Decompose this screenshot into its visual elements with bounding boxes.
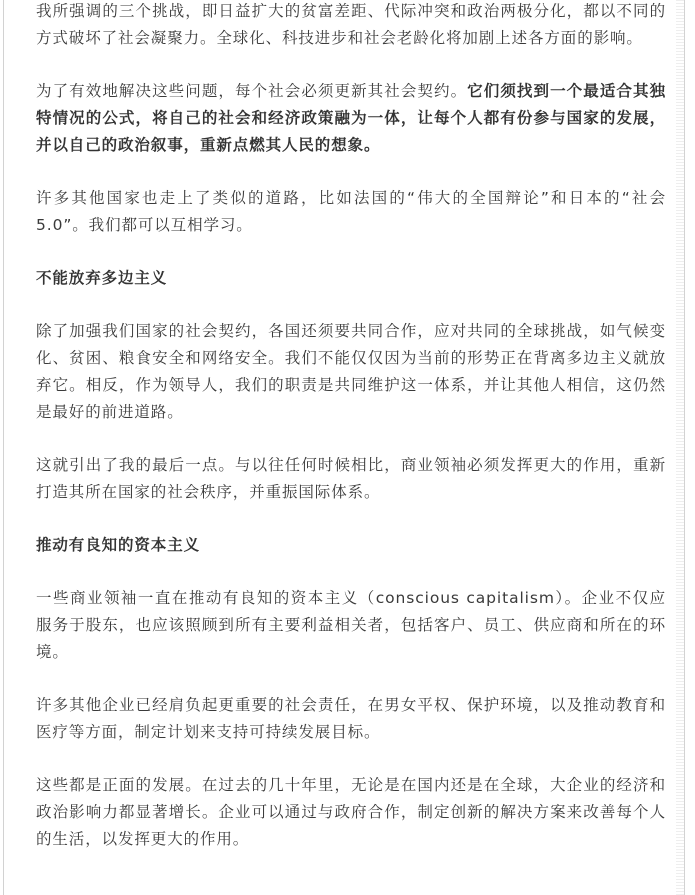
paragraph-challenges: 我所强调的三个挑战，即日益扩大的贫富差距、代际冲突和政治两极分化，都以不同的方式破坏了社会凝聚力。全球化、科技进步和社会老龄化将加剧上述各方面的影响。 [36, 2, 666, 47]
frame-edge-texture [676, 0, 684, 895]
section-heading-conscious-capitalism: 推动有良知的资本主义 [36, 536, 201, 554]
paragraph-cooperation: 除了加强我们国家的社会契约，各国还须要共同合作，应对共同的全球挑战，如气候变化、贫困、粮食安全和网络安全。我们不能仅仅因为当前的形势正在背离多边主义就放弃它。相反，作为领导人，我们的职责是共同维护这一体系，并让其他人相信，这仍然是最好的前进道路。 [36, 322, 666, 421]
paragraph-other-countries: 许多其他国家也走上了类似的道路，比如法国的“伟大的全国辩论”和日本的“社会5.0”。我们都可以互相学习。 [36, 189, 666, 234]
article-body [36, 0, 666, 879]
paragraph-positive-developments: 这些都是正面的发展。在过去的几十年里，无论是在国内还是在全球，大企业的经济和政治影响力都显著增长。企业可以通过与政府合作，制定创新的解决方案来改善每个人的生活，以发挥更大的作用。 [36, 776, 666, 848]
paragraph-social-responsibility: 许多其他企业已经肩负起更重要的社会责任，在男女平权、保护环境，以及推动教育和医疗等方面，制定计划来支持可持续发展目标。 [36, 696, 666, 741]
paragraph-social-contract-normal: 为了有效地解决这些问题，每个社会必须更新其社会契约。 [36, 82, 468, 100]
paragraph-business-leaders: 这就引出了我的最后一点。与以往任何时候相比，商业领袖必须发挥更大的作用，重新打造其所在国家的社会秩序，并重振国际体系。 [36, 456, 666, 501]
section-heading-multilateralism: 不能放弃多边主义 [36, 269, 168, 287]
paragraph-social-contract [36, 78, 666, 159]
paragraph-social-contract-bold: 它们须找到一个最适合其独特情况的公式，将自己的社会和经济政策融为一体，让每个人都有份参与国家的发展，并以自己的政治叙事，重新点燃其人民的想象。 [36, 82, 666, 154]
paragraph-conscious-capitalism: 一些商业领袖一直在推动有良知的资本主义（conscious capitalism）。企业不仅应服务于股东，也应该照顾到所有主要利益相关者，包括客户、员工、供应商和所在的环境。 [36, 589, 666, 661]
